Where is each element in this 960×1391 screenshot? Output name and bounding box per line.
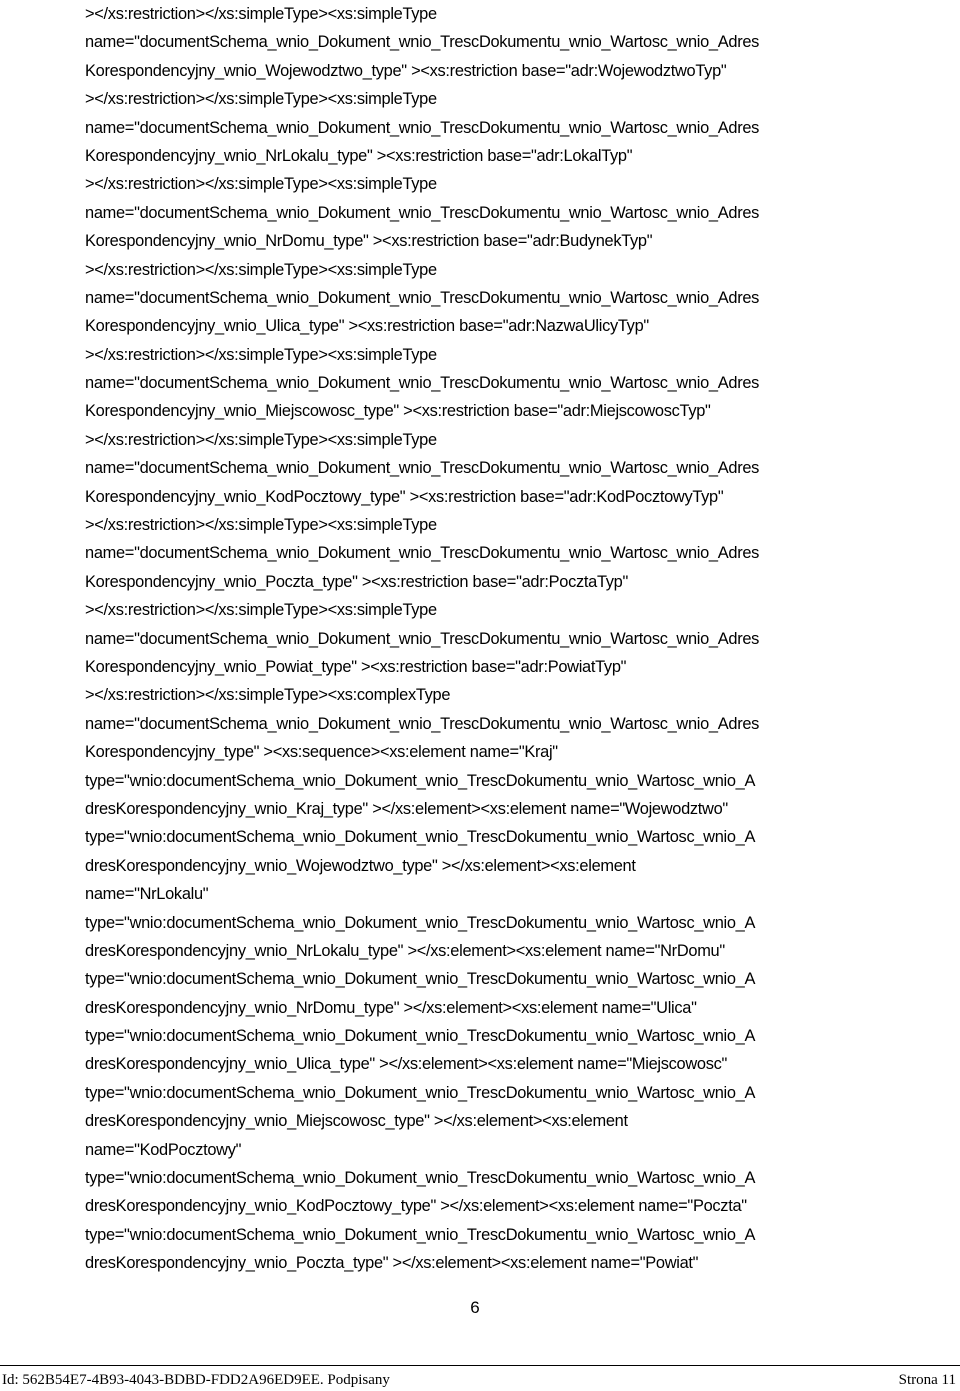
- document-body: [85, 0, 947, 1278]
- text-line: name="documentSchema_wnio_Dokument_wnio_TrescDokumentu_wnio_Wartosc_wnio_Adres: [85, 118, 760, 137]
- text-line: dresKorespondencyjny_wnio_NrLokalu_type" ></xs:element><xs:element name="NrDomu": [85, 941, 725, 960]
- text-line: type="wnio:documentSchema_wnio_Dokument_wnio_TrescDokumentu_wnio_Wartosc_wnio_A: [85, 970, 756, 989]
- text-line: dresKorespondencyjny_wnio_Ulica_type" ></xs:element><xs:element name="Miejscowosc": [85, 1055, 727, 1074]
- text-line: ></xs:restriction></xs:simpleType><xs:simpleType: [85, 516, 437, 535]
- text-line: dresKorespondencyjny_wnio_Wojewodztwo_type" ></xs:element><xs:element: [85, 856, 636, 875]
- text-line: Korespondencyjny_wnio_NrLokalu_type" ><xs:restriction base="adr:LokalTyp": [85, 146, 633, 165]
- text-line: ></xs:restriction></xs:simpleType><xs:simpleType: [85, 90, 437, 109]
- text-line: ></xs:restriction></xs:simpleType><xs:simpleType: [85, 260, 437, 279]
- page-number: 6: [470, 1298, 480, 1317]
- text-line: name="documentSchema_wnio_Dokument_wnio_TrescDokumentu_wnio_Wartosc_wnio_Adres: [85, 459, 760, 478]
- text-line: name="documentSchema_wnio_Dokument_wnio_TrescDokumentu_wnio_Wartosc_wnio_Adres: [85, 629, 760, 648]
- text-line: Korespondencyjny_wnio_Miejscowosc_type" ><xs:restriction base="adr:MiejscowoscTyp": [85, 402, 711, 421]
- text-line: Korespondencyjny_wnio_Powiat_type" ><xs:restriction base="adr:PowiatTyp": [85, 657, 627, 676]
- text-line: type="wnio:documentSchema_wnio_Dokument_wnio_TrescDokumentu_wnio_Wartosc_wnio_A: [85, 1027, 756, 1046]
- text-line: dresKorespondencyjny_wnio_Miejscowosc_type" ></xs:element><xs:element: [85, 1112, 628, 1131]
- text-line: ></xs:restriction></xs:simpleType><xs:simpleType: [85, 345, 437, 364]
- footer-page-label: Strona 11: [898, 1372, 956, 1388]
- text-line: ></xs:restriction></xs:simpleType><xs:simpleType: [85, 430, 437, 449]
- text-line: name="documentSchema_wnio_Dokument_wnio_TrescDokumentu_wnio_Wartosc_wnio_Adres: [85, 203, 760, 222]
- text-line: Korespondencyjny_wnio_Wojewodztwo_type" ><xs:restriction base="adr:WojewodztwoTyp": [85, 61, 727, 80]
- text-line: name="documentSchema_wnio_Dokument_wnio_TrescDokumentu_wnio_Wartosc_wnio_Adres: [85, 374, 760, 393]
- text-line: name="documentSchema_wnio_Dokument_wnio_TrescDokumentu_wnio_Wartosc_wnio_Adres: [85, 544, 760, 563]
- text-line: name="documentSchema_wnio_Dokument_wnio_TrescDokumentu_wnio_Wartosc_wnio_Adres: [85, 288, 760, 307]
- text-line: ></xs:restriction></xs:simpleType><xs:simpleType: [85, 601, 437, 620]
- text-line: dresKorespondencyjny_wnio_Poczta_type" ></xs:element><xs:element name="Powiat": [85, 1254, 699, 1273]
- text-line: name="KodPocztowy": [85, 1140, 242, 1159]
- text-line: dresKorespondencyjny_wnio_KodPocztowy_type" ></xs:element><xs:element name="Poczta": [85, 1197, 747, 1216]
- text-line: type="wnio:documentSchema_wnio_Dokument_wnio_TrescDokumentu_wnio_Wartosc_wnio_A: [85, 1225, 756, 1244]
- text-line: dresKorespondencyjny_wnio_NrDomu_type" ></xs:element><xs:element name="Ulica": [85, 998, 697, 1017]
- text-line: Korespondencyjny_wnio_NrDomu_type" ><xs:restriction base="adr:BudynekTyp": [85, 232, 653, 251]
- text-line: Korespondencyjny_wnio_Poczta_type" ><xs:restriction base="adr:PocztaTyp": [85, 572, 628, 591]
- text-line: type="wnio:documentSchema_wnio_Dokument_wnio_TrescDokumentu_wnio_Wartosc_wnio_A: [85, 828, 756, 847]
- text-line: ></xs:restriction></xs:simpleType><xs:simpleType: [85, 5, 437, 23]
- text-line: name="documentSchema_wnio_Dokument_wnio_TrescDokumentu_wnio_Wartosc_wnio_Adres: [85, 33, 760, 52]
- text-line: name="NrLokalu": [85, 885, 209, 904]
- text-line: type="wnio:documentSchema_wnio_Dokument_wnio_TrescDokumentu_wnio_Wartosc_wnio_A: [85, 771, 756, 790]
- text-line: Korespondencyjny_wnio_Ulica_type" ><xs:restriction base="adr:NazwaUlicyTyp": [85, 317, 649, 336]
- footer-divider: [0, 1365, 960, 1366]
- text-line: ></xs:restriction></xs:simpleType><xs:complexType: [85, 686, 451, 705]
- text-line: type="wnio:documentSchema_wnio_Dokument_wnio_TrescDokumentu_wnio_Wartosc_wnio_A: [85, 1169, 756, 1188]
- text-line: name="documentSchema_wnio_Dokument_wnio_TrescDokumentu_wnio_Wartosc_wnio_Adres: [85, 714, 760, 733]
- text-line: type="wnio:documentSchema_wnio_Dokument_wnio_TrescDokumentu_wnio_Wartosc_wnio_A: [85, 913, 756, 932]
- text-line: ></xs:restriction></xs:simpleType><xs:simpleType: [85, 175, 437, 194]
- text-line: Korespondencyjny_wnio_KodPocztowy_type" ><xs:restriction base="adr:KodPocztowyTyp": [85, 487, 724, 506]
- text-line: dresKorespondencyjny_wnio_Kraj_type" ></xs:element><xs:element name="Wojewodztwo": [85, 799, 728, 818]
- footer-document-id: Id: 562B54E7-4B93-4043-BDBD-FDD2A96ED9EE. Podpisany: [2, 1372, 390, 1388]
- text-line: type="wnio:documentSchema_wnio_Dokument_wnio_TrescDokumentu_wnio_Wartosc_wnio_A: [85, 1083, 756, 1102]
- text-line: Korespondencyjny_type" ><xs:sequence><xs:element name="Kraj": [85, 743, 558, 762]
